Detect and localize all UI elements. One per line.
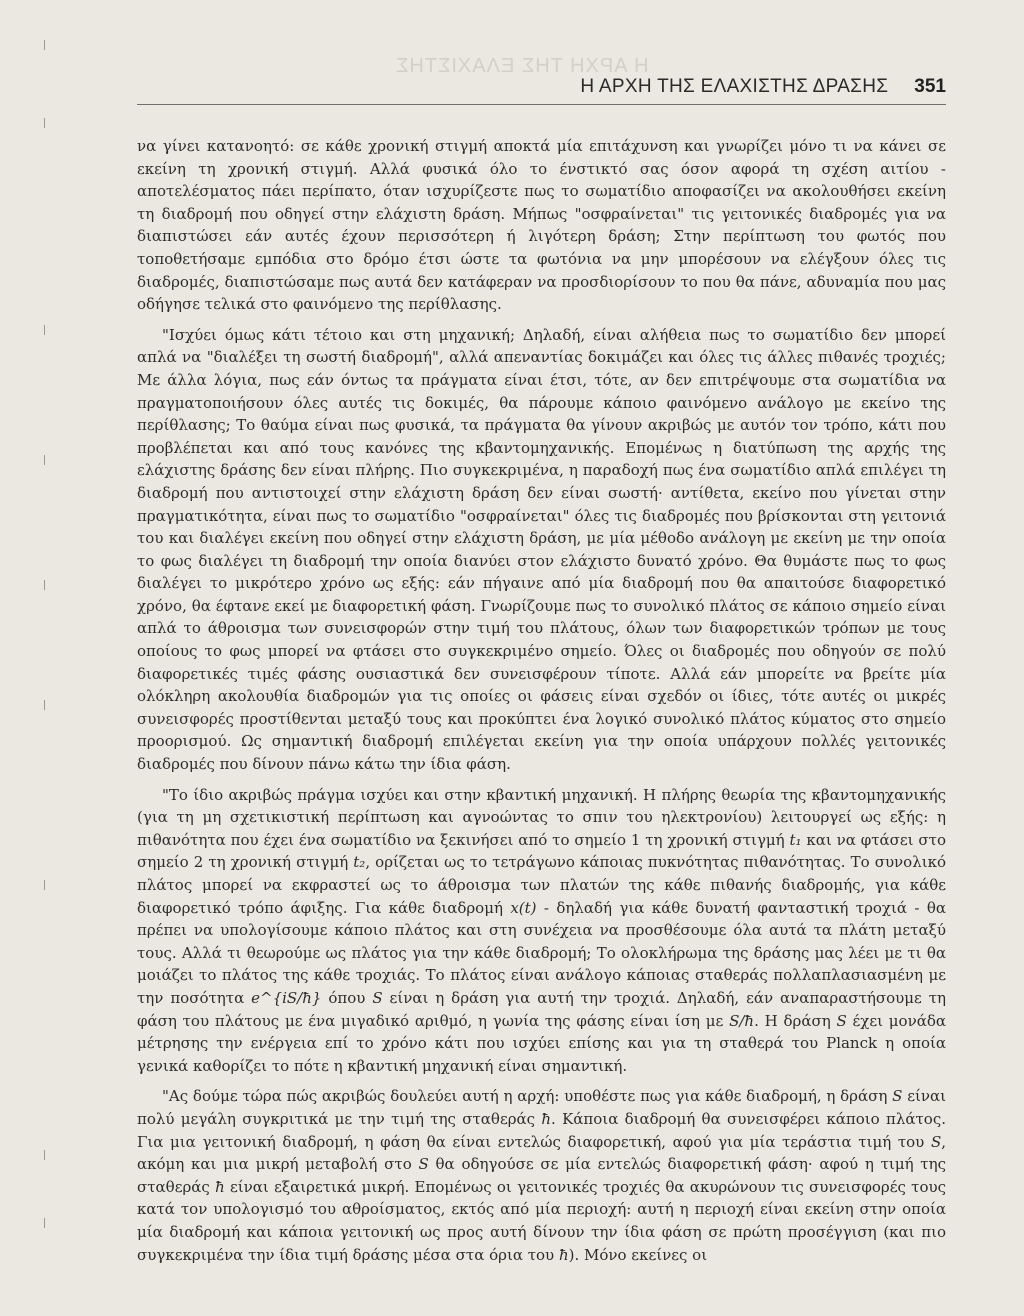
margin-mark [44,700,50,710]
margin-mark [44,118,50,128]
running-title: Η ΑΡΧΗ ΤΗΣ ΕΛΑΧΙΣΤΗΣ ΔΡΑΣΗΣ [580,76,889,97]
text-run: ). Μόνο εκείνες οι [568,1245,708,1264]
math-symbol: ħ [558,1245,569,1264]
text-run: και να φτάσει στο σημείο 2 τη χρονική στιγμή [137,830,946,872]
paragraph [137,784,946,1078]
margin-mark [44,1150,50,1160]
text-run: . Η δράση [754,1011,837,1030]
math-symbol: e^{iS/ħ} [251,988,322,1007]
text-run: θα οδηγούσε σε μία εντελώς διαφορετική φάση· αφού η τιμή της σταθεράς [137,1155,946,1196]
text-run: - δηλαδή για κάθε δυνατή φανταστική τροχιά - θα πρέπει να υπολογίσουμε κάποιο πλάτος και στη συνέχεια να προσθέσουμε όλα αυτά τα πλάτη μεταξύ τους. Αλλά τι θεωρούμε ως πλάτος για την κάθε διαδρομή; Το ολοκλήρωμα της δράσης μας λέει με τι θα μοιάζει το πλάτος της κάθε τροχιάς. Το πλάτος είναι ανάλογο κάποιας σταθεράς πολλαπλασιασμένη με την ποσότητα [137,898,946,1007]
text-run: "Ισχύει όμως κάτι τέτοιο και στη μηχανική; Δηλαδή, είναι αλήθεια πως το σωματίδιο δεν μπορεί απλά να "διαλέξει τη σωστή διαδρομή", αλλά απεναντίας δοκιμάζει και όλες τις άλλες πιθανές τροχιές; Με άλλα λόγια, πως εάν όντως τα πράγματα είναι έτσι, τότε, αν δεν επιτρέψουμε στα σωματίδια να πραγματοποιήσουν όλες αυτές τις δοκιμές, θα πάρουμε κάποιο φαινόμενο ανάλογο με εκείνο της περίθλασης; Το θαύμα είναι πως φυσικά, τα πράγματα θα γίνουν ακριβώς με αυτόν τον τρόπο, κάτι που προβλέπεται και από τους κανόνες της κβαντομηχανικής. Επομένως η διατύπωση της αρχής της ελάχιστης δράσης δεν είναι πλήρης. Πιο συγκεκριμένα, η παραδοχή πως ένα σωματίδιο απλά επιλέγει τη διαδρομή που αντιστοιχεί στην ελάχιστη δράση δεν είναι σωστή· αντίθετα, εκείνο που γίνεται στην πραγματικότητα, είναι πως το σωματίδιο "οσφραίνεται" όλες τις διαδρομές που βρίσκονται στη γειτονιά του και διαλέγει εκείνη που οδηγεί στην ελάχιστη δράση, με μία μέθοδο ανάλογη με εκείνη με την οποία το φως διαλέγει τη διαδρομή την οποία διανύει στον ελάχιστο δυνατό χρόνο. Θα θυμάστε πως το φως διαλέγει το μικρότερο χρόνο ως εξής: εάν πήγαινε από μία διαδρομή που θα απαιτούσε διαφορετικό χρόνο, θα έφτανε εκεί με διαφορετική φάση. Γνωρίζουμε πως το συνολικό πλάτος σε κάποιο σημείο είναι απλά το άθροισμα των συνεισφορών στην τιμή του πλάτους, όλων των διαφορετικών τρόπων με τους οποίους το φως μπορεί να φτάσει στο συγκεκριμένο σημείο. Όλες οι διαδρομές που οδηγούν σε πολύ διαφορετικές τιμές φάσης ουσιαστικά δεν συνεισφέρουν τίποτε. Αλλά εάν μπορείτε να βρείτε μία ολόκληρη ακολουθία διαδρομών για τις οποίες οι φάσεις είναι σχεδόν οι ίδιες, τότε αυτές οι μικρές συνεισφορές προστίθενται μεταξύ τους και προκύπτει ένα λογικό συνολικό πλάτος κύματος στο σημείο προορισμού. Ως σημαντική διαδρομή επιλέγεται εκείνη για την οποία υπάρχουν πολλές γειτονικές διαδρομές που δίνουν πάνω κάτω την ίδια φάση. [137,325,946,774]
body-text [137,135,946,1274]
math-symbol: S/ħ [729,1011,755,1030]
text-run: "Το ίδιο ακριβώς πράγμα ισχύει και στην κβαντική μηχανική. Η πλήρης θεωρία της κβαντομηχανικής (για τη μη σχετικιστική περίπτωση και αγνοώντας το σπιν του ηλεκτρονίου) λειτουργεί ως εξής: η πιθανότητα που έχει ένα σωματίδιο να ξεκινήσει από το σημείο 1 τη χρονική στιγμή [137,785,946,849]
text-run: , ορίζεται ως το τετράγωνο κάποιας πυκνότητας πιθανότητας. Το συνολικό πλάτος μπορεί να εκφραστεί ως το άθροισμα των πλατών της κάθε πιθανής διαδρομής, για κάθε διαφορετικό τρόπο άφιξης. Για κάθε διαδρομή [137,853,947,917]
margin-mark [44,1218,50,1228]
text-run: "Ας δούμε τώρα πώς ακριβώς δουλεύει αυτή η αρχή: υποθέστε πως για κάθε διαδρομή, η δράση [162,1087,893,1106]
paragraph [137,324,946,776]
math-symbol: S [372,988,383,1007]
text-run: είναι πολύ μεγάλη συγκριτικά με την τιμή της σταθεράς [137,1087,946,1128]
margin-mark [44,580,50,590]
text-run: , ακόμη και μια μικρή μεταβολή στο [137,1132,946,1174]
bleed-through-text: Η ΑΡΧΗ ΤΗΣ ΕΛΑΧΙΣΤΗΣ [395,55,649,77]
math-symbol: t₂ [353,853,366,872]
text-run: όπου [321,988,373,1007]
margin-mark [44,40,50,50]
math-symbol: S [930,1132,942,1151]
math-symbol: x(t) [510,898,537,917]
running-header [137,76,946,105]
paragraph [137,1085,946,1266]
math-symbol: S [418,1155,429,1174]
margin-mark [44,880,50,890]
math-symbol: t₁ [789,830,802,849]
math-symbol: ħ [541,1109,552,1128]
math-symbol: S [892,1087,903,1106]
text-run: είναι εξαιρετικά μικρή. Επομένως οι γειτονικές τροχιές θα ακυρώνουν τις συνεισφορές τους κατά τον υπολογισμό του αθροίσματος, εκτός από μία περιοχή: αυτή η περιοχή είναι εκείνη στην οποία μία διαδρομή και κάποια γειτονική ως προς αυτή δίνουν την ίδια φάση σε πρώτη προσέγγιση (και πιο συγκεκριμένα την ίδια τιμή δράσης μέσα στα όρια του [137,1177,946,1264]
text-run: . Κάποια διαδρομή θα συνεισφέρει κάποιο πλάτος. Για μια γειτονική διαδρομή, η φάση θα είναι εντελώς διαφορετική, αφού για μία τεράστια τιμή του [137,1109,946,1151]
paragraph [137,135,946,316]
text-run: είναι η δράση για αυτή την τροχιά. Δηλαδή, εάν αναπαραστήσουμε τη φάση του πλάτους με ένα μιγαδικό αριθμό, η γωνία της φάσης είναι ίση με [137,988,946,1030]
text-run: έχει μονάδα μέτρησης την ενέργεια επί το χρόνο κάτι που ισχύει επίσης και για τη σταθερά του Planck η οποία γενικά καθορίζει το πότε η κβαντική μηχανική είναι σημαντική. [137,1011,946,1075]
margin-mark [44,455,50,465]
math-symbol: ħ [215,1177,225,1196]
math-symbol: S [836,1011,847,1030]
page-number: 351 [914,76,946,97]
text-run: να γίνει κατανοητό: σε κάθε χρονική στιγμή αποκτά μία επιτάχυνση και γνωρίζει μόνο τι να κάνει σε εκείνη τη χρονική στιγμή. Αλλά φυσικά όλο το ένστικτό σας όσον αφορά τη σχέση αιτίου - αποτελέσματος πάει περίπατο, όταν ισχυρίζεστε πως το σωματίδιο αποφασίζει να ακολουθήσει εκείνη τη διαδρομή που οδηγεί στην ελάχιστη δράση. Μήπως "οσφραίνεται" τις γειτονικές διαδρομές για να διαπιστώσει εάν αυτές έχουν περισσότερη ή λιγότερη δράση; Στην περίπτωση του φωτός που τοποθετήσαμε εμπόδια στο δρόμο έτσι ώστε τα φωτόνια να μην μπορέσουν να ελέγξουν όλες τις διαδρομές, διαπιστώσαμε πως αυτά δεν κατάφεραν να προσδιορίσουν το που θα πάνε, αδυναμία που μας οδήγησε τελικά στο φαινόμενο της περίθλασης. [137,137,946,314]
margin-mark [44,325,50,335]
